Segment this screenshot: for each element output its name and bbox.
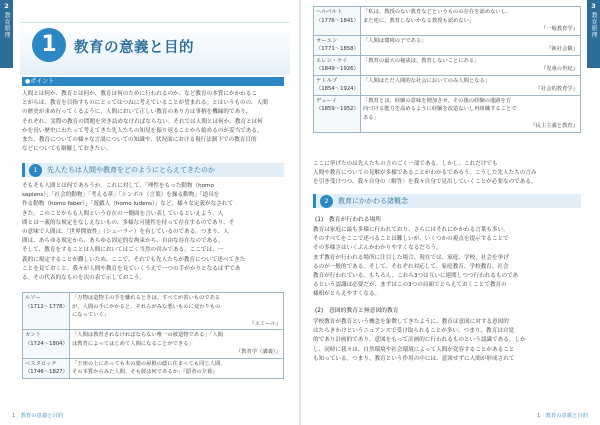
quote-cell [70, 358, 284, 378]
body-line: そもそも人間とは何であろうか。これに対して、「理性をもった動物（homo [22, 183, 214, 189]
table-row [314, 55, 581, 75]
body-line: 間とは一義的な規定をなしえないもの、多様な可能性を持って存在するのであり、そ [22, 219, 235, 226]
body-line: の意味で人間は、「世界開放性」（シェーラー）を有しているのである。つまり、人 [22, 229, 229, 236]
quote-cell [361, 7, 581, 36]
page-footer: 1 教育の意義と目的 [12, 413, 64, 419]
point-line: かを長い歴史にわたって考えてきた先人たちの知見を振り返ることから始めるのが妥当である。 [22, 127, 263, 134]
quote-line: 「人間は教育されなければならない唯一の被造物である」「人間 [72, 332, 223, 338]
point-line: とがらは、教育を目指すものにとってはつねに考えていることが望まれる。とはいうものの、人間 [22, 100, 268, 107]
quote-source: 『隠者の夕暮』 [183, 369, 218, 375]
section-heading-1 [22, 163, 284, 177]
point-line: などについても網羅しておきたい。 [22, 146, 112, 153]
side-tab-label: 教育原理 [590, 12, 597, 38]
quote-line: 「教育の最大の秘訣は、教育しないことにある」 [363, 57, 480, 64]
body-line: 教育が行われている。もちろん、これら3つは互いに連関しつつ行われるものであ [313, 273, 519, 280]
quote-source: 『エミール』 [249, 320, 281, 327]
quote-line: 「教育とは、経験の意味を増加させ、その後の経験の進路を方 [363, 97, 512, 104]
body-line: 教育は家庭に最も多様に行われており、さらにはそれにかかわる言葉も多い。 [313, 227, 509, 233]
quote-source: 『新社会観』 [546, 46, 578, 52]
section-number: 1 [29, 164, 42, 177]
educator-name-cell [314, 7, 361, 36]
chapter-title: 教育の意義と目的 [74, 40, 194, 56]
body-line: はたらきかけというニュアンスで受け取られることが多い。つまり、教育は自覚 [313, 328, 514, 335]
educator-years: （1776～1841） [316, 17, 359, 24]
educator-name-cell [314, 75, 361, 95]
body-line: 様相がとらえやすくなる。 [313, 291, 381, 298]
left-page [0, 0, 299, 425]
point-line: の歴史が求め行ってくるように、人間において正しい教育のあり方は事柄を機縁的であり、 [22, 109, 252, 116]
page-number: 2 [4, 2, 9, 10]
body-line: ことを見ておくと、我々が人間や教育を見ていくうえで一つの手がかりとなるはずであ [22, 265, 241, 272]
body-line: 的であり計画的であり、意図をもって計画的に行われるものという認識である。しか [313, 337, 526, 344]
subheading-2: (2) 意図的教育と無意図的教育 [315, 308, 399, 314]
body-line: その多様さはいくぶんかわかりやすくなるだろう。 [313, 245, 442, 252]
side-tab-left [0, 0, 13, 68]
body-line: そして、教育をすることは人間においてはごく当然の営みである。ここでは、一 [22, 247, 224, 254]
quote-line: 「人間は環境の子である」 [363, 37, 427, 44]
table-row [314, 35, 581, 55]
quote-source: 『民主主義と教育』 [530, 123, 578, 129]
table-row [23, 330, 284, 359]
intro-paragraph [313, 160, 581, 188]
section-heading-2 [313, 194, 581, 208]
table-row [23, 293, 284, 330]
educator-name: エレン・ケイ [316, 57, 348, 64]
quote-line: 「万物は造物主の手を離れるときは、すべてが善いものである [72, 295, 221, 301]
table-row [23, 358, 284, 378]
body-line: るのが一般的である。そして、それぞれ対応して、家庭教育、学校教育、社会 [313, 263, 509, 270]
body-line: るという認識は必要だが、まずはこの3つの局面でとらえておくことで教育の [313, 282, 507, 289]
body-line: そのすべてをここで述べることは難しいが、いくつかの視点を提示することで [313, 236, 509, 243]
educator-years: （1712～1778） [25, 303, 68, 310]
point-line: また、教育についての様々な言説についての知識や、状況面における現行法制下での教育目的 [22, 137, 257, 144]
educator-name: ヘルバルト [316, 9, 343, 15]
educator-years: （1854～1924） [316, 86, 359, 92]
educator-name-cell [23, 358, 70, 378]
quote-source: 『教育学（講義）』 [235, 349, 281, 355]
right-page [301, 0, 600, 425]
quote-line: になっていく」 [72, 312, 110, 318]
educator-years: （1724～1804） [25, 340, 68, 347]
educator-years: （1746～1827） [25, 369, 68, 375]
educator-name-cell [23, 330, 70, 359]
quote-cell [361, 35, 581, 55]
point-paragraph [22, 90, 284, 154]
educator-name: デューイ [316, 97, 338, 104]
quote-source: 『一般教育学』 [540, 26, 578, 32]
body-paragraph [22, 182, 284, 283]
quote-cell [361, 95, 581, 132]
quote-line: 「人間はただ人間的な社会においてのみ人間となる」 [363, 77, 491, 84]
body-line: 間は、あらゆる規定から、あらゆる固定的な拘束から、自由な存在なのである。 [22, 238, 224, 245]
side-tab-right [587, 0, 600, 68]
quote-cell [70, 293, 284, 330]
quote-line: が、人間の手にかかると、それらがみな悪いものに変わりもの [72, 303, 221, 310]
body-line: 義的に規定することが難しいため、ここで、それでも先人たちが教育について述べてきた [22, 256, 246, 263]
page-number: 3 [591, 2, 596, 10]
body-line: も知っている。つまり、教育という作用の中には、意図せずに人間が形成されて [313, 355, 515, 362]
table-row [314, 7, 581, 36]
page-footer: 1 教育の意義と目的 [536, 413, 588, 419]
educator-years: （1771～1858） [316, 46, 359, 52]
body-line: 学校教育が教育という概念を象徴してきたように、教育は意図に対する意図的 [313, 319, 509, 325]
educator-name: ナトルプ [316, 77, 338, 84]
body-line: まず教育が行われる場所に注目した場合、現在では、家庭、学校、社会を挙げ [313, 254, 509, 261]
body-line: る。その代表的なものを次の表で示しておこう。 [22, 275, 146, 282]
educator-name-cell [314, 95, 361, 132]
educator-name-cell [23, 293, 70, 330]
educator-name: ルソー [25, 295, 41, 301]
educator-name-cell [314, 55, 361, 75]
body-line: 作る動物（homo faber）」「遊戯人（homo ludens）」など、様々な定義がなされて [22, 201, 234, 208]
point-line: 人間とは何か、教育とは何か、教育は何のために行われるのか、など教育の本質にかかわるこ [22, 91, 257, 97]
quote-line: また逆に、教育しないかなる教授も認めない」 [363, 17, 475, 24]
quote-line: 「王座の上にあっても木の葉の屋根の蔭に住まっても同じ人間、 [72, 360, 226, 367]
educator-quote-table [313, 6, 581, 133]
section-number: 2 [320, 195, 333, 208]
body-paragraph [313, 318, 581, 364]
quote-source: 『社会的教育学』 [535, 86, 578, 92]
educator-quote-table [22, 292, 284, 379]
quote-line: 「私は、教授のない教育などというものの存在を認めないし、 [363, 9, 512, 15]
body-line: 人間や教育についての見解が多様であることがわかるであろう。こうした先人たちの言み [313, 170, 537, 177]
educator-name-cell [314, 35, 361, 55]
section-title: 教育にかかわる諸概念 [338, 197, 408, 205]
body-paragraph [313, 226, 581, 300]
quote-line: 向づける能力を高めるように経験を改造ないし再組織することで [363, 106, 517, 112]
body-line: sapiens）」「社会的動物」「考える葦」「シンボル（言葉）を操る動物」「道具を [22, 192, 220, 199]
section-title: 先人たちは人間や教育をどのようにとらえてきたのか [47, 166, 215, 174]
quote-cell [361, 55, 581, 75]
quote-line: その本質からみた人間、そも彼は何であるか」 [72, 369, 184, 375]
body-line: し、同時に我々は、自然環境や社会環境によって人間が変容することがあること [313, 346, 515, 353]
subheading-1: (1) 教育が行われる場所 [315, 217, 382, 223]
body-line: きた。このことからも人間という存在の一側面を言い表しているといえよう。人 [22, 210, 224, 217]
body-line: を引き受けつつ、我々自身の〈解答〉を我々自身で見出していくことが必要なのである。 [313, 179, 537, 186]
quote-line: は教育によってはじめて人間になることができる」 [72, 340, 194, 347]
side-tab-label: 教育原理 [3, 12, 10, 38]
educator-years: （1849～1926） [316, 66, 359, 72]
point-line: それぞれ、実際の教育の問題を突き詰めなければならない。それでは人間とは何か、教育とは何 [22, 118, 263, 125]
table-row [314, 95, 581, 132]
educator-years: （1859～1952） [316, 106, 359, 112]
educator-name: オーエン [316, 37, 338, 44]
chapter-number-badge: 1 [32, 28, 66, 62]
point-heading: ●ポイント [22, 77, 284, 86]
quote-source: 『児童の世紀』 [540, 66, 578, 72]
quote-cell [361, 75, 581, 95]
educator-name: ペスタロッチ [25, 360, 57, 367]
quote-line: ある」 [363, 114, 379, 121]
body-line: ここに挙げたのは先人たちの言のごく一部である。しかし、これだけでも [313, 161, 498, 167]
quote-cell [70, 330, 284, 359]
educator-name: カント [25, 332, 41, 338]
table-row [314, 75, 581, 95]
